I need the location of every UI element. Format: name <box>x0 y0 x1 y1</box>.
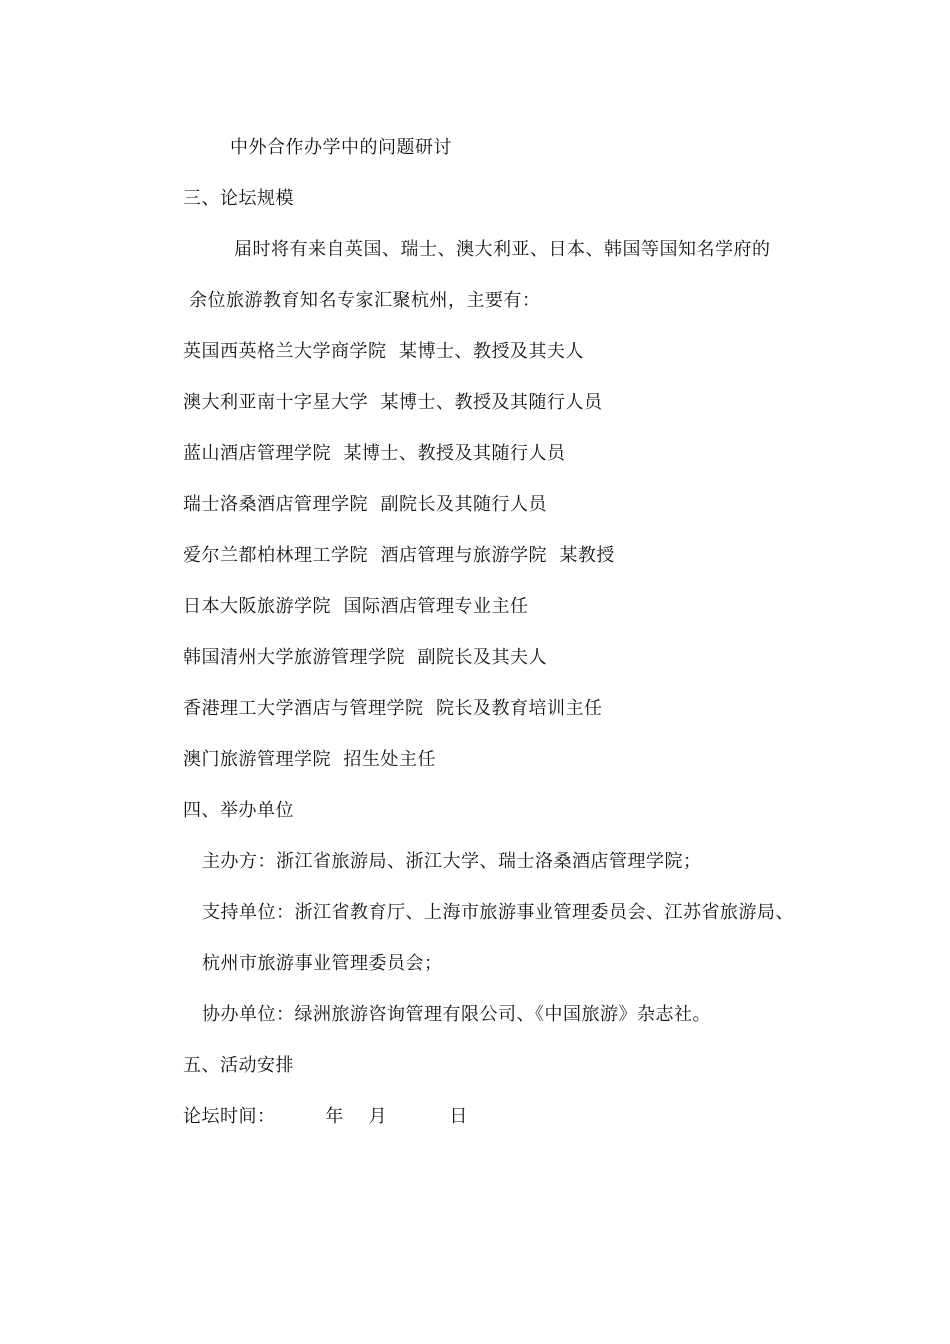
attendee-line: 英国西英格兰大学商学院 某博士、教授及其夫人 <box>183 341 584 362</box>
forum-time-line: 论坛时间： 年 月 日 <box>183 1106 468 1127</box>
organizer-support-line: 支持单位：浙江省教育厅、上海市旅游事业管理委员会、江苏省旅游局、 <box>202 902 794 923</box>
scale-paragraph-line-1: 届时将有来自英国、瑞士、澳大利亚、日本、韩国等国知名学府的 <box>234 239 771 260</box>
section-heading-scale: 三、论坛规模 <box>183 188 294 209</box>
organizer-host-line: 主办方：浙江省旅游局、浙江大学、瑞士洛桑酒店管理学院； <box>202 851 702 872</box>
section-heading-schedule: 五、活动安排 <box>183 1055 294 1076</box>
organizer-co-host-line: 协办单位：绿洲旅游咨询管理有限公司、《中国旅游》杂志社。 <box>202 1004 711 1025</box>
organizer-support-line-cont: 杭州市旅游事业管理委员会； <box>202 953 443 974</box>
attendee-line: 澳大利亚南十字星大学 某博士、教授及其随行人员 <box>183 392 603 413</box>
attendee-line: 韩国清州大学旅游管理学院 副院长及其夫人 <box>183 647 547 668</box>
attendee-line: 瑞士洛桑酒店管理学院 副院长及其随行人员 <box>183 494 547 515</box>
attendee-line: 蓝山酒店管理学院 某博士、教授及其随行人员 <box>183 443 566 464</box>
scale-paragraph-line-2: 余位旅游教育知名专家汇聚杭州，主要有： <box>189 290 541 311</box>
attendee-line: 爱尔兰都柏林理工学院 酒店管理与旅游学院 某教授 <box>183 545 615 566</box>
attendee-line: 香港理工大学酒店与管理学院 院长及教育培训主任 <box>183 698 603 719</box>
attendee-line: 澳门旅游管理学院 招生处主任 <box>183 749 436 770</box>
topic-item-line: 中外合作办学中的问题研讨 <box>230 137 452 158</box>
attendee-line: 日本大阪旅游学院 国际酒店管理专业主任 <box>183 596 529 617</box>
section-heading-organizers: 四、举办单位 <box>183 800 294 821</box>
